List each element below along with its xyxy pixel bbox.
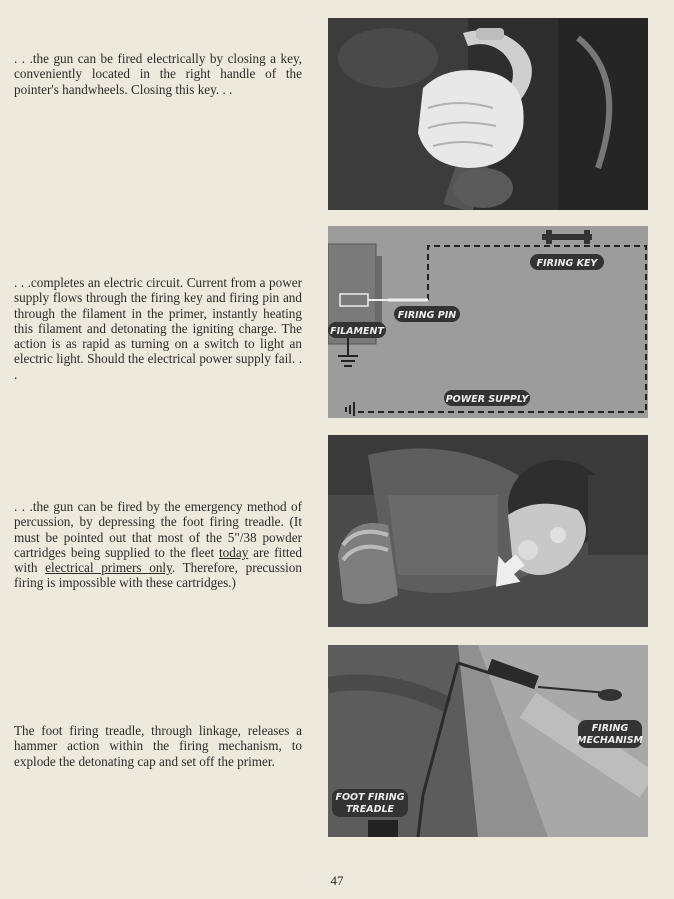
label-firing-key: FIRING KEY xyxy=(536,258,598,269)
paragraph-electric-circuit: . . .completes an electric circuit. Current from a power supply flows through the firing key and firing pin and through the filament in the primer, instantly heating this filament and detonating the igniting charge. The action is as rapid as turning on a switch to light an electric light. Should the electrical power supply fail. . . xyxy=(14,275,302,382)
label-firing-mechanism-line2: MECHANISM xyxy=(577,735,643,746)
photo-foot-firing-treadle xyxy=(328,645,648,837)
paragraph-percussion-method xyxy=(14,499,302,591)
p3-underline-today: today xyxy=(219,544,249,560)
label-filament: FILAMENT xyxy=(330,326,384,337)
label-firing-pin: FIRING PIN xyxy=(397,310,457,321)
diagram-electric-firing-circuit xyxy=(328,226,648,418)
paragraph-foot-treadle: The foot firing treadle, through linkage, releases a hammer action within the firing mechanism, to explode the detonating cap and set off the primer. xyxy=(14,723,302,769)
photo-hand-on-firing-key xyxy=(328,18,648,210)
label-foot-firing-line1: FOOT FIRING xyxy=(335,792,405,803)
p3-text-part2: are fitted with xyxy=(14,544,302,576)
page-number: 47 xyxy=(330,873,344,888)
paragraph-electric-firing-key: . . .the gun can be fired electrically by closing a key, conveniently located in the right handle of the pointer's handwheels. Closing this key. . . xyxy=(14,51,302,97)
photo-gun-firing-mechanism-arrow xyxy=(328,435,648,627)
label-firing-mechanism-line1: FIRING xyxy=(591,723,629,734)
p3-underline-electrical-primers: electrical primers only xyxy=(45,560,172,576)
label-power-supply: POWER SUPPLY xyxy=(445,394,529,405)
p3-text-part1: . . .the gun can be fired by the emergency method of percussion, by depressing the foot firing treadle. (It must be pointed out that most of the 5"/38 powder cartridges being supplied to the fleet xyxy=(14,499,302,560)
p3-text-part3: . Therefore, precussion firing is impossible with these cartridges.) xyxy=(14,560,302,591)
label-foot-firing-line2: TREADLE xyxy=(345,804,395,815)
